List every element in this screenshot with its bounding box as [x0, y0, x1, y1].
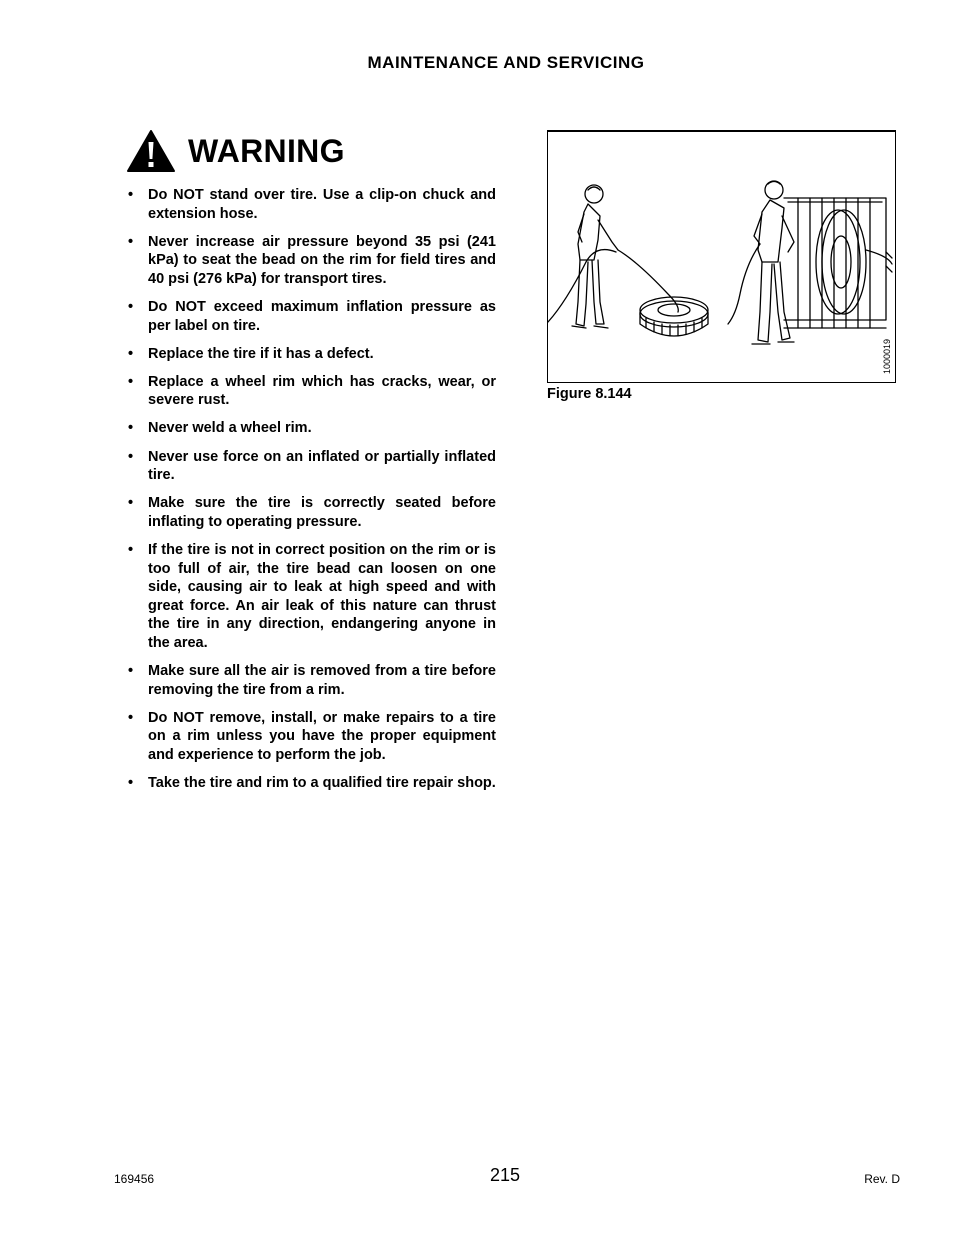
list-item: • Never use force on an inflated or partially inflated tire.: [128, 448, 496, 484]
warning-title: WARNING: [188, 132, 345, 169]
list-item: • Make sure the tire is correctly seated before inflating to operating pressure.: [128, 495, 496, 530]
list-item: • Do NOT stand over tire. Use a clip-on chuck and extension hose.: [128, 187, 496, 222]
list-item: • Replace a wheel rim which has cracks, wear, or severe rust.: [128, 373, 496, 409]
list-item: • Do NOT remove, install, or make repairs to a tire on a rim unless you have the proper equipment and experience to perform the job.: [128, 709, 496, 763]
figure-caption: Figure 8.144: [547, 386, 632, 402]
list-item: • If the tire is not in correct position on the rim or is too full of air, the tire bead can loosen on one side, causing air to leak at high speed and with great force. An air leak of this nature can thrust the tire in any direction, endangering anyone in the area.: [128, 541, 496, 651]
list-item: • Make sure all the air is removed from a tire before removing the tire from a rim.: [128, 662, 496, 698]
list-item: • Never weld a wheel rim.: [128, 420, 312, 437]
warning-bullet-list: [128, 186, 496, 802]
list-item: • Take the tire and rim to a qualified tire repair shop.: [128, 774, 496, 791]
section-title: MAINTENANCE AND SERVICING: [367, 53, 645, 72]
tire-inflation-illustration: [548, 132, 895, 382]
revision-label: Rev. D: [864, 1172, 900, 1186]
figure-id-label: 1000019: [882, 338, 892, 374]
list-item: • Do NOT exceed maximum inflation pressure as per label on tire.: [128, 298, 496, 334]
document-number: 169456: [114, 1172, 155, 1186]
warning-triangle-icon: [126, 129, 176, 173]
list-item: • Replace the tire if it has a defect.: [128, 345, 374, 362]
warning-header: [126, 128, 345, 174]
figure-frame: [547, 130, 896, 383]
page-number: 215: [489, 1165, 521, 1185]
list-item: • Never increase air pressure beyond 35 psi (241 kPa) to seat the bead on the rim for field tires and 40 psi (276 kPa) for transport tires.: [128, 233, 496, 287]
